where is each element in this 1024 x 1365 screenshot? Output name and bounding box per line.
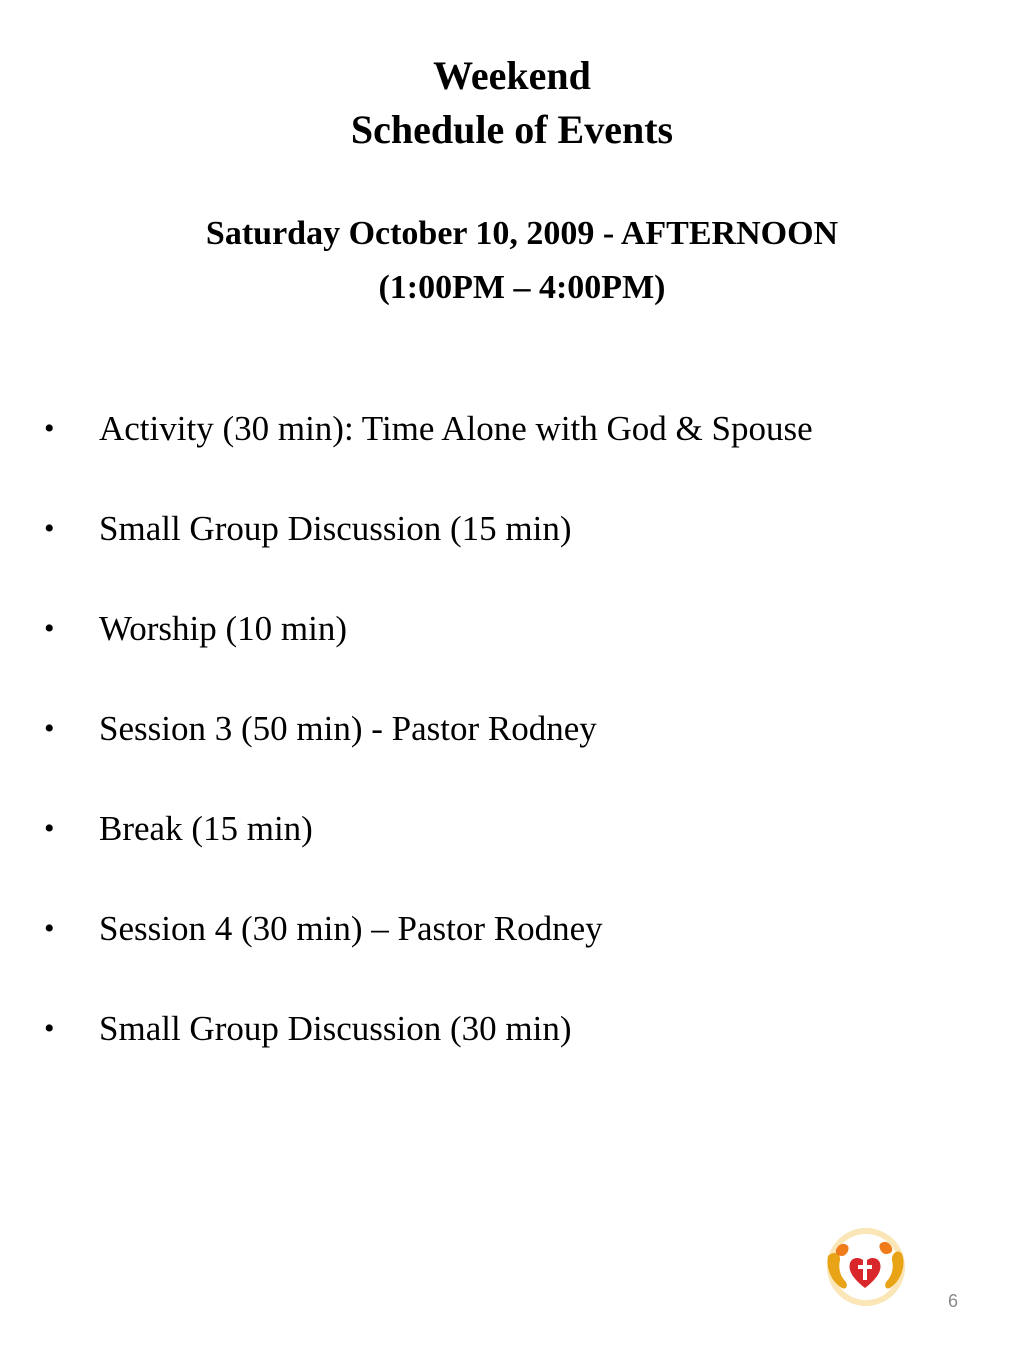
- list-item-text: Worship (10 min): [99, 609, 347, 648]
- logo-cross-vertical: [863, 1260, 867, 1280]
- list-item-text: Session 3 (50 min) - Pastor Rodney: [99, 709, 597, 748]
- bullet-icon: •: [44, 412, 55, 445]
- bullet-icon: •: [44, 1012, 55, 1045]
- list-item: [0, 504, 1000, 554]
- logo-left-hand: [828, 1253, 847, 1289]
- title-line-2: Schedule of Events: [350, 107, 674, 152]
- list-item-text: Small Group Discussion (30 min): [99, 1009, 572, 1048]
- title-line-1: Weekend: [433, 53, 591, 98]
- list-item: [0, 604, 1000, 654]
- list-item-text: Break (15 min): [99, 809, 313, 848]
- list-item: [0, 704, 1000, 754]
- bullet-icon: •: [44, 912, 55, 945]
- list-item: [0, 904, 1000, 954]
- list-item: [0, 1004, 1000, 1054]
- bullet-icon: •: [44, 512, 55, 545]
- list-item: [0, 804, 1000, 854]
- logo-cross-horizontal: [858, 1265, 872, 1269]
- bullet-icon: •: [44, 812, 55, 845]
- list-item: [0, 404, 1000, 454]
- subtitle-time: (1:00PM – 4:00PM): [378, 269, 666, 306]
- logo-graphic: [822, 1226, 906, 1308]
- subtitle-date: Saturday October 10, 2009 - AFTERNOON: [205, 215, 839, 252]
- list-item-text: Activity (30 min): Time Alone with God & Spouse: [99, 409, 813, 448]
- list-item-text: Session 4 (30 min) – Pastor Rodney: [99, 909, 603, 948]
- list-item-text: Small Group Discussion (15 min): [99, 509, 572, 548]
- bullet-icon: •: [44, 612, 55, 645]
- bullet-icon: •: [44, 712, 55, 745]
- ministry-logo-icon: [822, 1226, 906, 1308]
- page-number: 6: [947, 1291, 958, 1311]
